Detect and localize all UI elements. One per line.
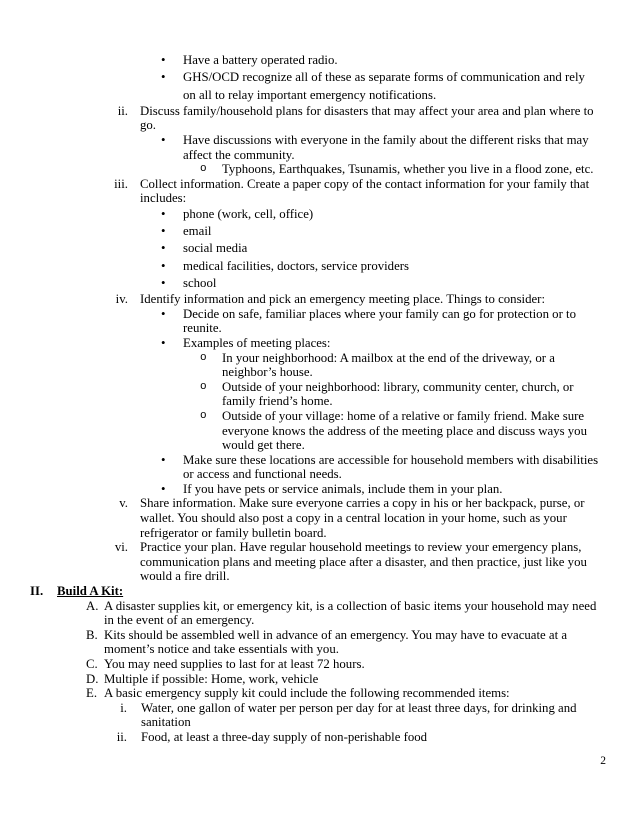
list-text: A disaster supplies kit, or emergency kit, is a collection of basic items your household may need in the event of an emergency. bbox=[104, 598, 597, 628]
list-text: Make sure these locations are accessible for household members with disabilities or access and functional needs. bbox=[183, 452, 599, 482]
list-text: Multiple if possible: Home, work, vehicle bbox=[104, 671, 319, 686]
list-marker: v. bbox=[119, 496, 128, 511]
list-marker: B. bbox=[86, 627, 98, 642]
list-text: Build A Kit: bbox=[57, 584, 124, 599]
list-text: school bbox=[183, 275, 217, 290]
list-marker: ii. bbox=[117, 103, 128, 118]
list-item bbox=[0, 177, 635, 206]
list-text: GHS/OCD recognize all of these as separate forms of communication and rely on all to relay important emergency notifications. bbox=[183, 70, 585, 102]
list-text: Kits should be assembled well in advance of an emergency. You may have to evacuate at a moment’s notice and take essentials with you. bbox=[104, 627, 568, 657]
list-item bbox=[0, 69, 635, 104]
list-marker: • bbox=[161, 452, 166, 467]
list-marker: • bbox=[161, 335, 166, 350]
list-item bbox=[0, 686, 635, 701]
list-item bbox=[0, 206, 635, 223]
list-text: Have discussions with everyone in the family about the different risks that may affect the community. bbox=[183, 132, 589, 162]
list-marker: • bbox=[161, 53, 166, 67]
list-text: email bbox=[183, 224, 212, 239]
list-text: phone (work, cell, office) bbox=[183, 206, 314, 221]
list-text: Outside of your village: home of a relative or family friend. Make sure everyone knows the address of the meeting place and discuss ways you would get there. bbox=[222, 408, 587, 453]
list-marker: • bbox=[161, 481, 166, 496]
list-item bbox=[0, 223, 635, 240]
list-item bbox=[0, 275, 635, 292]
list-text: Water, one gallon of water per person per day for at least three days, for drinking and sanitation bbox=[141, 700, 577, 730]
list-item bbox=[0, 292, 635, 307]
list-item bbox=[0, 584, 635, 599]
list-text: Identify information and pick an emergency meeting place. Things to consider: bbox=[140, 292, 545, 307]
list-text: Discuss family/household plans for disasters that may affect your area and plan where to go. bbox=[140, 103, 594, 133]
list-marker: • bbox=[161, 224, 166, 239]
list-item bbox=[0, 657, 635, 672]
list-item bbox=[0, 599, 635, 628]
list-text: A basic emergency supply kit could include the following recommended items: bbox=[104, 686, 510, 701]
list-item bbox=[0, 258, 635, 275]
list-text: If you have pets or service animals, include them in your plan. bbox=[183, 481, 503, 496]
list-item bbox=[0, 307, 635, 336]
list-item bbox=[0, 336, 635, 351]
list-text: Practice your plan. Have regular household meetings to review your emergency plans, communication plans and meeting place after a disaster, and then practice, just like you would a fire drill. bbox=[140, 540, 587, 584]
list-text: Share information. Make sure everyone carries a copy in his or her backpack, purse, or wallet. You should also post a copy in a central location in your home, such as your refrigerator or family bulletin board. bbox=[140, 496, 585, 540]
list-text: Decide on safe, familiar places where your family can go for protection or to reunite. bbox=[183, 306, 576, 336]
list-marker: E. bbox=[86, 686, 98, 701]
list-marker: D. bbox=[86, 671, 99, 686]
list-item bbox=[0, 351, 635, 380]
list-text: social media bbox=[183, 241, 248, 256]
list-marker: o bbox=[200, 380, 207, 393]
list-text: Have a battery operated radio. bbox=[183, 53, 338, 67]
list-marker: i. bbox=[120, 700, 127, 715]
list-item bbox=[0, 409, 635, 453]
list-marker: o bbox=[200, 351, 207, 364]
list-item bbox=[0, 162, 635, 177]
list-marker: • bbox=[161, 206, 166, 221]
list-marker: iv. bbox=[115, 292, 128, 307]
list-text: Typhoons, Earthquakes, Tsunamis, whether you live in a flood zone, etc. bbox=[222, 162, 594, 177]
list-item bbox=[0, 240, 635, 257]
list-marker: • bbox=[161, 70, 166, 85]
list-item bbox=[0, 701, 635, 730]
list-text: You may need supplies to last for at least 72 hours. bbox=[104, 657, 365, 671]
list-marker: o bbox=[200, 163, 207, 176]
list-marker: o bbox=[200, 409, 207, 422]
list-item bbox=[0, 496, 635, 540]
list-marker: iii. bbox=[114, 176, 128, 191]
list-marker: A. bbox=[86, 598, 99, 613]
list-item bbox=[0, 453, 635, 482]
list-item bbox=[0, 52, 635, 69]
list-item bbox=[0, 133, 635, 162]
list-item bbox=[0, 380, 635, 409]
list-item bbox=[0, 482, 635, 497]
list-marker: • bbox=[161, 241, 166, 256]
list-item bbox=[0, 628, 635, 657]
list-marker: vi. bbox=[114, 540, 128, 555]
list-marker: • bbox=[161, 132, 166, 147]
list-marker: • bbox=[161, 306, 166, 321]
page-number: 2 bbox=[600, 755, 606, 767]
list-text: Examples of meeting places: bbox=[183, 335, 331, 350]
list-marker: II. bbox=[30, 584, 44, 599]
list-text: medical facilities, doctors, service providers bbox=[183, 258, 409, 273]
list-text: Food, at least a three-day supply of non-perishable food bbox=[141, 729, 428, 744]
list-text: Collect information. Create a paper copy of the contact information for your family that includes: bbox=[140, 176, 590, 206]
list-marker: • bbox=[161, 258, 166, 273]
list-item bbox=[0, 730, 635, 745]
list-text: Outside of your neighborhood: library, community center, church, or family friend’s home. bbox=[222, 379, 574, 409]
list-item bbox=[0, 540, 635, 584]
list-marker: C. bbox=[86, 657, 98, 671]
list-marker: ii. bbox=[116, 729, 127, 744]
list-item bbox=[0, 672, 635, 687]
list-text: In your neighborhood: A mailbox at the end of the driveway, or a neighbor’s house. bbox=[222, 350, 555, 380]
list-marker: • bbox=[161, 275, 166, 290]
list-item bbox=[0, 104, 635, 133]
